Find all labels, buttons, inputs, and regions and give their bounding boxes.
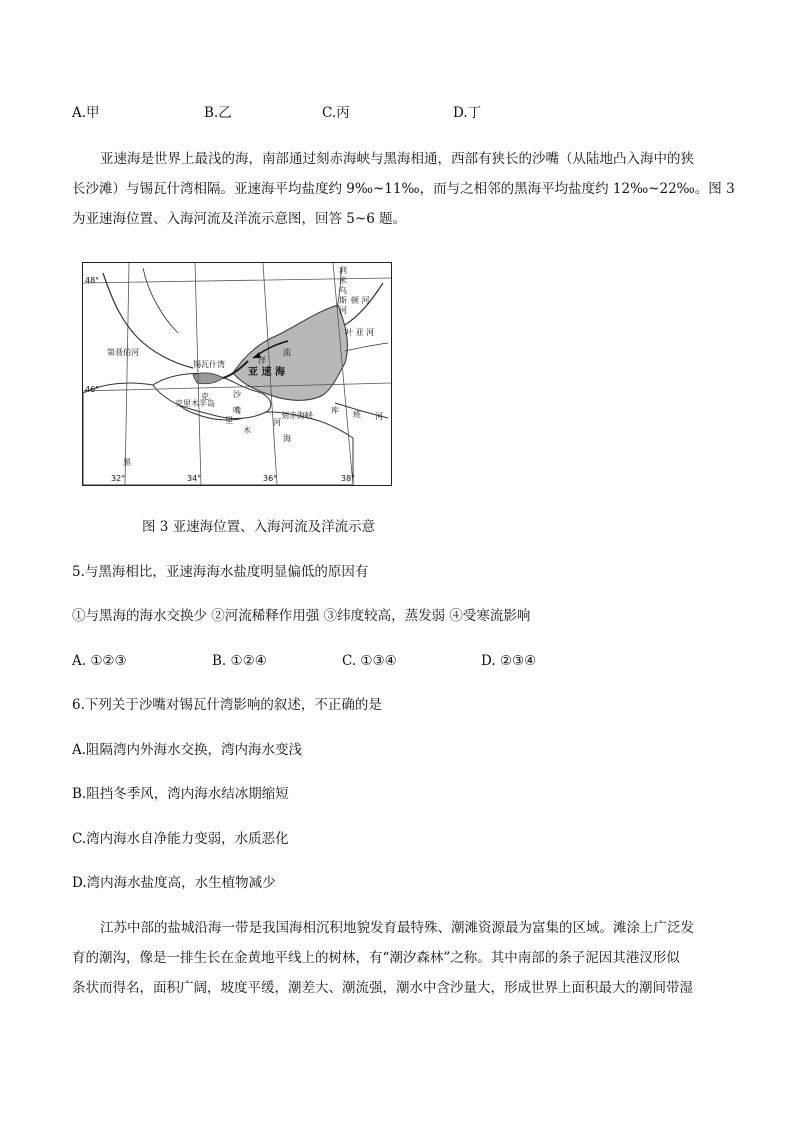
sivash-label: 锡瓦什湾 — [193, 360, 225, 369]
current-label: 流 — [283, 348, 291, 357]
black-sea-label: 海 — [283, 434, 291, 443]
kuban-label: 河 — [375, 412, 383, 421]
crimea-ke-label: 克 — [201, 392, 209, 401]
azov-sea-label: 亚 速 海 — [248, 367, 285, 378]
limiusi-label: 河 — [339, 306, 347, 315]
q5-option-a: A. ①②③ — [72, 653, 127, 669]
outro-line: 育的潮沟，像是一排生长在金黄地平线上的树林，有“潮汐森林”之称。其中南部的条子泥因其港汊形似 — [72, 950, 680, 966]
limiusi-label: 利 — [339, 266, 347, 275]
map-svg — [83, 263, 391, 485]
prev-option-b: B.乙 — [204, 105, 232, 121]
figure-caption: 图 3 亚速海位置、入海河流及洋流示意 — [142, 519, 376, 535]
kuban-label: 库 — [331, 406, 339, 415]
outro-line: 条状而得名，面积广阔，坡度平缓，潮差大、潮流强，潮水中含沙量大，形成世界上面积最大的潮间带湿 — [72, 980, 693, 996]
q5-stem: 5.与黑海相比，亚速海海水盐度明显偏低的原因有 — [72, 564, 369, 580]
lon-label: 38° — [341, 474, 356, 483]
limiusi-label: 乌 — [339, 286, 347, 295]
intro-paragraph — [72, 144, 735, 234]
kerch-label: 刻赤海峡 — [281, 411, 313, 420]
lat-label: 48° — [85, 276, 100, 285]
q6-option-d: D.湾内海水盐度高，水生植物减少 — [72, 875, 276, 891]
lon-label: 34° — [187, 474, 202, 483]
lon-label: 36° — [263, 474, 278, 483]
q5-option-d: D. ②③④ — [481, 653, 537, 669]
black-sea-label: 黑 — [123, 458, 131, 467]
dnieper-label: 第聂伯河 — [107, 348, 139, 357]
river-he-label: 河 — [273, 418, 281, 427]
intro-line: 为亚速海位置、入海河流及洋流示意图，回答 5~6 题。 — [72, 211, 407, 227]
spit-label: 嘴 — [233, 406, 241, 415]
dnieper-tributary — [143, 268, 178, 333]
prev-option-d: D.丁 — [453, 105, 482, 121]
prev-option-a: A.甲 — [72, 105, 100, 121]
lon-label: 32° — [111, 474, 126, 483]
outro-line: 江苏中部的盐城沿海一带是我国海相沉积地貌发育最特殊、潮滩资源最为富集的区域。滩涂上广泛发 — [100, 920, 694, 936]
prev-option-c: C.丙 — [322, 105, 350, 121]
q5-option-b: B. ①②④ — [212, 653, 267, 669]
yeya-river — [345, 343, 388, 351]
q6-option-a: A.阻隔湾内外海水交换，湾内海水变浅 — [72, 742, 303, 758]
q5-statements: ①与黑海的海水交换少 ②河流稀释作用强 ③纬度较高，蒸发弱 ④受寒流影响 — [72, 608, 531, 624]
kuban-label: 班 — [353, 410, 361, 419]
q6-stem: 6.下列关于沙嘴对锡瓦什湾影响的叙述，不正确的是 — [72, 697, 382, 713]
q5-option-c: C. ①③④ — [342, 653, 397, 669]
crimea-mu-label: 木 — [243, 426, 251, 435]
crimea-label: 克里木半岛 — [175, 399, 215, 408]
intro-line: 亚速海是世界上最浅的海，南部通过刻赤海峡与黑海相通，西部有狭长的沙嘴（从陆地凸入海中的狭 — [100, 151, 694, 167]
outro-paragraph — [72, 913, 724, 1003]
intro-line: 长沙滩）与锡瓦什湾相隔。亚速海平均盐度约 9‰~11‰，而与之相邻的黑海平均盐度约 12‰~22‰。图 3 — [72, 181, 735, 197]
lat-label: 46° — [85, 385, 100, 394]
crimea-li-label: 里 — [225, 416, 233, 425]
current-label: 洋 — [258, 356, 266, 365]
yeya-label: 叶 亚 河 — [345, 328, 375, 337]
q6-option-b: B.阻挡冬季风，湾内海水结冰期缩短 — [72, 786, 289, 802]
spit-label: 沙 — [233, 390, 241, 399]
azov-sea-map — [82, 262, 392, 486]
don-label: 顿 河 — [351, 296, 370, 305]
limiusi-label: 斯 — [339, 296, 347, 305]
limiusi-label: 米 — [339, 276, 347, 285]
q6-option-c: C.湾内海水自净能力变弱，水质恶化 — [72, 831, 289, 847]
